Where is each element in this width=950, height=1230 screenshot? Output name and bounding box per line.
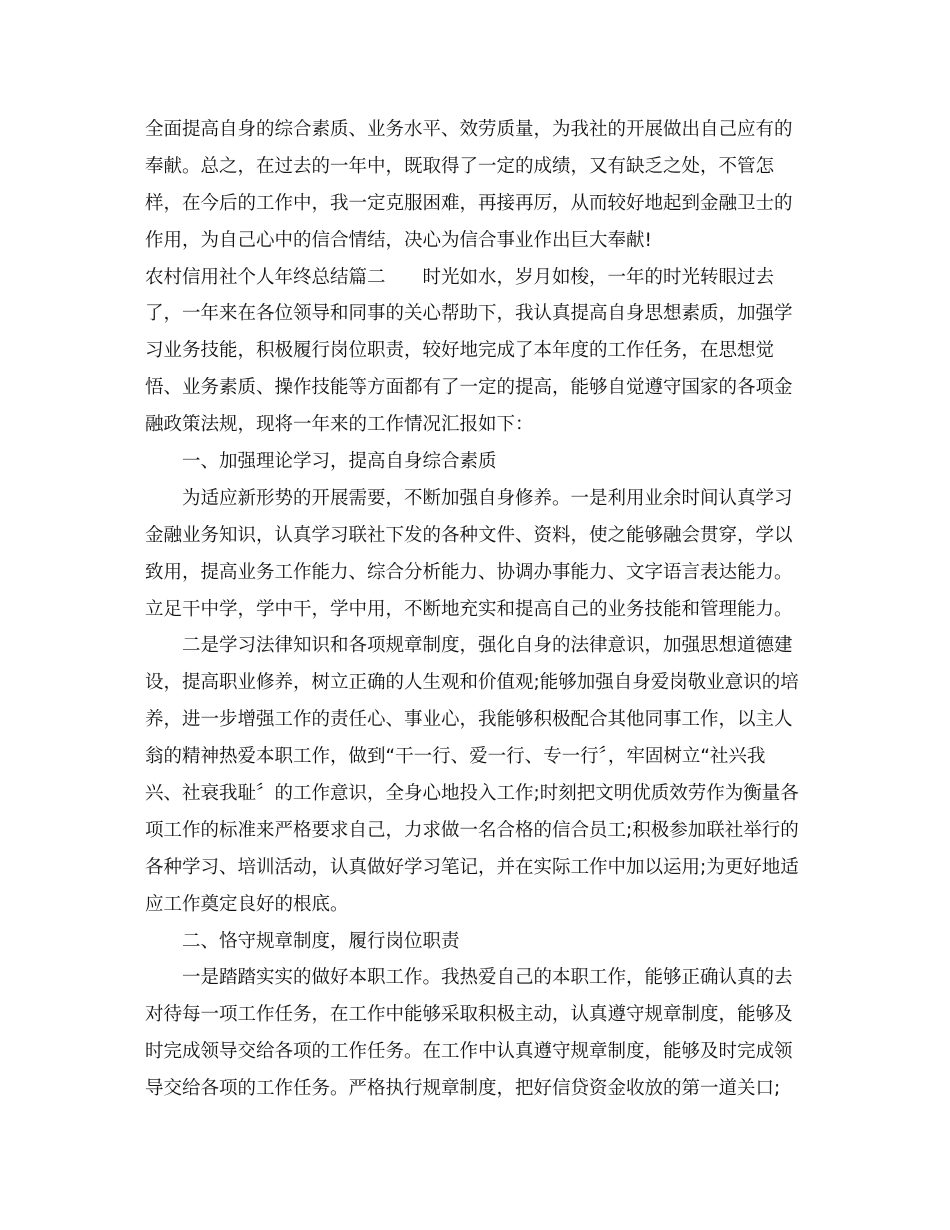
text-line: 习业务技能，积极履行岗位职责，较好地完成了本年度的工作任务，在思想觉 <box>145 340 775 362</box>
text-line: 应工作奠定良好的根底。 <box>145 893 349 915</box>
text-line: 立足干中学，学中干，学中用，不断地充实和提高自己的业务技能和管理能力。 <box>145 598 793 620</box>
text-line: 样，在今后的工作中，我一定克服困难，再接再厉，从而较好地起到金融卫士的 <box>145 192 793 214</box>
text-line: 为适应新形势的开展需要，不断加强自身修养。一是利用业余时间认真学习 <box>182 487 793 509</box>
text-line: 导交给各项的工作任务。严格执行规章制度，把好信贷资金收放的第一道关口; <box>145 1078 781 1100</box>
text-line: 作用，为自己心中的信合情结，决心为信合事业作出巨大奉献! <box>145 229 652 251</box>
text-line: 了，一年来在各位领导和同事的关心帮助下，我认真提高自身思想素质，加强学 <box>145 303 793 325</box>
text-line: 二是学习法律知识和各项规章制度，强化自身的法律意识，加强思想道德建 <box>182 635 793 657</box>
text-line: 悟、业务素质、操作技能等方面都有了一定的提高，能够自觉遵守国家的各项金 <box>145 377 793 399</box>
section-title-line: 农村信用社个人年终总结篇二 时光如水，岁月如梭，一年的时光转眼过去 <box>145 266 775 288</box>
heading-line: 一、加强理论学习，提高自身综合素质 <box>182 451 497 473</box>
text-line: 融政策法规，现将一年来的工作情况汇报如下： <box>145 414 534 436</box>
text-line: 一是踏踏实实的做好本职工作。我热爱自己的本职工作，能够正确认真的去 <box>182 967 793 989</box>
text-line: 时完成领导交给各项的工作任务。在工作中认真遵守规章制度，能够及时完成领 <box>145 1041 793 1063</box>
text-line: 对待每一项工作任务，在工作中能够采取积极主动，认真遵守规章制度，能够及 <box>145 1004 793 1026</box>
text-line: 致用，提高业务工作能力、综合分析能力、协调办事能力、文字语言表达能力。 <box>145 561 793 583</box>
text-line: 项工作的标准来严格要求自己，力求做一名合格的信合员工;积极参加联社举行的 <box>145 819 799 841</box>
text-line: 兴、社衰我耻〞的工作意识，全身心地投入工作;时刻把文明优质效劳作为衡量各 <box>145 783 799 805</box>
text-line: 翁的精神热爱本职工作，做到“干一行、爱一行、专一行〞，牢固树立“社兴我 <box>145 746 766 768</box>
text-line: 各种学习、培训活动，认真做好学习笔记，并在实际工作中加以运用;为更好地适 <box>145 856 799 878</box>
text-line: 设，提高职业修养，树立正确的人生观和价值观;能够加强自身爱岗敬业意识的培 <box>145 672 799 694</box>
text-line: 养，进一步增强工作的责任心、事业心，我能够积极配合其他同事工作，以主人 <box>145 709 793 731</box>
text-line: 全面提高自身的综合素质、业务水平、效劳质量，为我社的开展做出自己应有的 <box>145 119 793 140</box>
heading-line: 二、恪守规章制度，履行岗位职责 <box>182 930 460 952</box>
text-line: 金融业务知识，认真学习联社下发的各种文件、资料，使之能够融会贯穿，学以 <box>145 524 793 546</box>
document-page <box>145 112 810 1108</box>
text-line: 奉献。总之，在过去的一年中，既取得了一定的成绩，又有缺乏之处，不管怎 <box>145 155 775 177</box>
